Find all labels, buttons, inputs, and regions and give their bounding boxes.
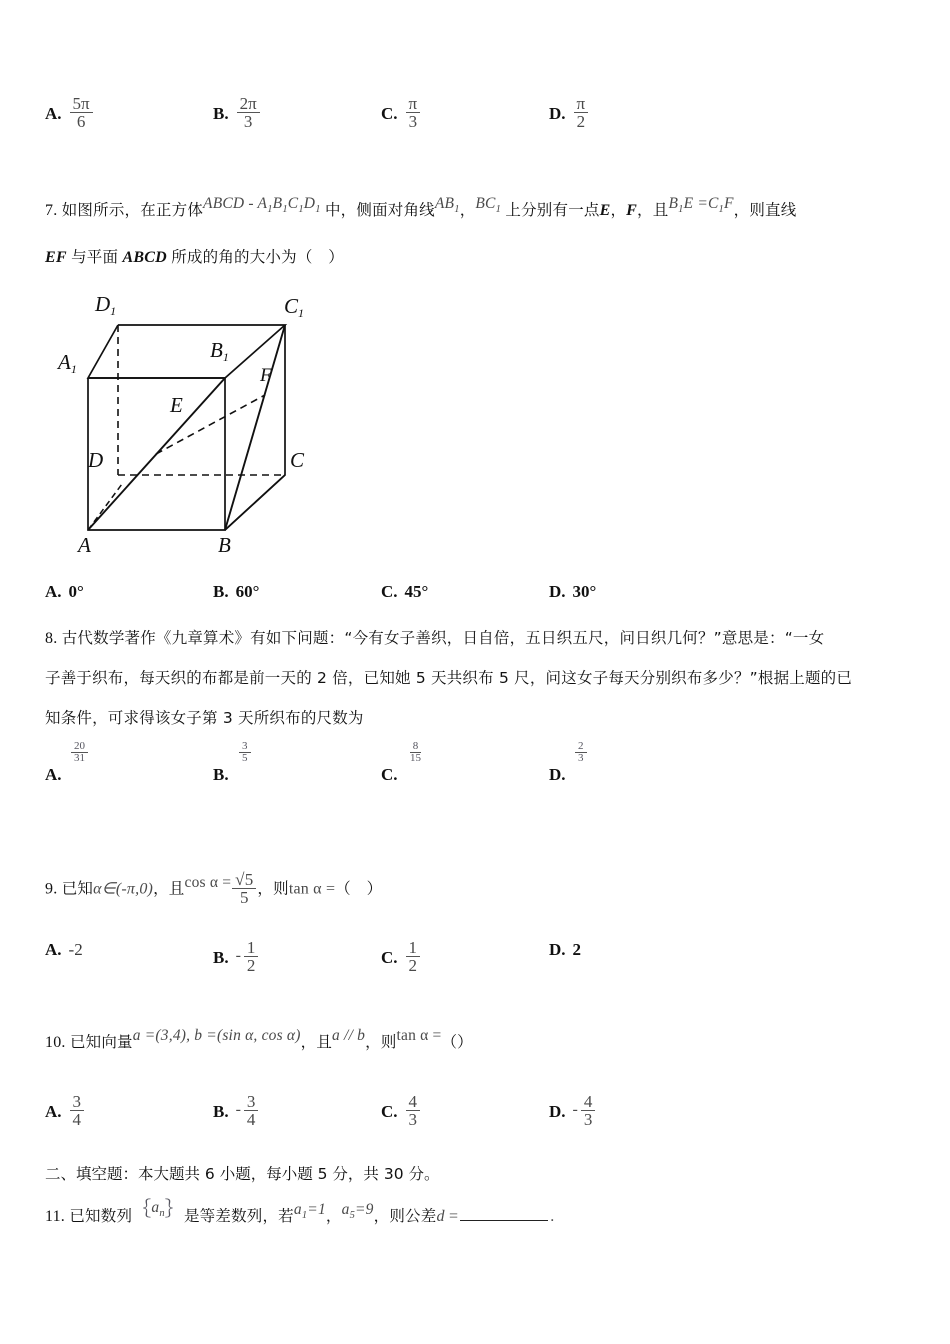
question-number: 11. [45,1208,66,1225]
fraction-denominator: 3 [578,752,584,765]
option-c[interactable] [381,742,425,785]
sequence-brace-close: ｝ [164,1199,184,1220]
fraction-denominator: 5 [242,752,248,765]
fraction-numerator: 2π [237,95,260,113]
tan-label: tan α = [288,880,336,898]
cos-label: cos α = [184,873,232,891]
answer-paren: （ ） [335,879,383,898]
question-number: 8. [45,630,58,647]
option-d[interactable] [549,582,596,602]
fraction-denominator: 2 [246,956,256,976]
option-d[interactable] [549,940,581,960]
ze-text: 则 [273,879,289,898]
diagonal-bc1-line [225,325,285,530]
option-value: 30° [572,582,597,601]
point-label-f: F [260,365,272,386]
comma-2: ， [373,1207,390,1225]
line-ef: EF [45,249,67,266]
fraction-numerator: π [574,95,589,113]
option-c[interactable] [381,1094,421,1130]
option-letter: A. [45,103,62,123]
point-label-e: E [170,393,183,417]
option-letter: A. [45,940,62,959]
option-b[interactable] [213,742,252,785]
fraction-numerator: √5 [232,871,256,889]
option-value-fraction [575,741,587,764]
question-9-line [45,872,382,908]
sequence-brace-open: ｛ [132,1199,152,1220]
question-text-5: 与平面 [71,248,119,266]
option-letter: C. [381,947,398,967]
question-number: 9. [45,880,58,898]
fraction-numerator: π [406,95,421,113]
option-a[interactable] [45,582,84,602]
option-value: 2 [572,940,582,959]
common-difference-d: d [436,1208,445,1225]
option-a[interactable] [45,1094,85,1130]
question-text: 如图所示，在正方体 [61,201,204,219]
cube-svg [60,288,390,573]
question-text-4: ，则直线 [733,201,797,219]
option-a[interactable] [45,742,89,785]
vertex-label-a1: A1 [58,350,77,376]
vertex-label-b1: B1 [210,338,229,364]
cube-figure [60,288,390,573]
comma-1: ， [459,201,476,219]
question-8-line-3 [45,706,364,728]
question-text-2: 是等差数列，若 [183,1207,294,1225]
option-letter: C. [381,582,398,601]
fraction-numerator: 3 [239,741,251,753]
negative-sign: - [235,946,241,964]
question-text: 古代数学著作《九章算术》有如下问题：“今有女子善织，日自倍，五日织五尺，问日织几何？”意思是：“一女 [61,629,825,647]
question-text-2: 中，侧面对角线 [324,201,435,219]
answer-paren: （） [441,1033,473,1051]
fraction-denominator: 3 [408,1110,418,1130]
option-c[interactable] [381,940,421,976]
option-value-fraction [239,741,251,764]
qie-text: 且 [168,879,185,898]
question-number: 7. [45,202,58,219]
question-text: 已知数列 [69,1207,133,1225]
point-e-label: E [599,202,611,219]
tan-label: tan α = [396,1027,442,1044]
option-letter: D. [549,940,566,959]
comma-2: ， [257,879,274,898]
option-letter: B. [213,765,229,785]
option-b[interactable] [213,96,261,132]
question-text: 子善于织布，每天织的布都是前一天的 2 倍，已知她 5 天共织布 5 尺，问这女子每天分别织布多少？”根据上题的已 [45,669,853,687]
cube-name: ABCD - $A_1B_1C_1D_1$ [203,195,321,216]
fraction-denominator: 5 [239,888,249,908]
answer-blank[interactable] [460,1207,548,1221]
option-a[interactable] [45,940,83,960]
option-value: 60° [235,582,260,601]
option-value-fraction [406,95,421,131]
vertex-label-b: B [218,533,231,557]
q8-options-row [45,742,915,786]
option-value-fraction [407,741,424,764]
option-value-fraction [406,939,421,975]
option-d[interactable] [549,742,588,785]
equals-sign: = [448,1208,459,1225]
option-value-fraction [70,1093,85,1129]
period: . [550,1208,555,1225]
option-letter: A. [45,1101,62,1121]
option-b[interactable] [213,582,259,602]
option-b[interactable] [213,1094,259,1130]
option-letter: B. [213,947,229,967]
question-text-3: 则公差 [389,1207,437,1225]
option-letter: B. [213,582,229,601]
point-f-label: F [626,202,638,219]
term-a1: $a_1=1$ [293,1201,326,1222]
fraction-numerator: 1 [244,939,259,957]
diagonal-ab1: $AB_1$ [434,195,460,216]
fraction-denominator: 4 [246,1110,256,1130]
option-letter: C. [381,765,398,785]
option-value: -2 [68,940,83,959]
fraction-numerator: 2 [575,741,587,753]
option-letter: C. [381,103,398,123]
option-value-fraction [406,1093,421,1129]
option-c[interactable] [381,582,428,602]
vertex-label-d: D [88,448,104,472]
option-value: 45° [404,582,429,601]
term-a5: $a_5=9$ [341,1201,374,1222]
question-text-6: 所成的角的大小为（ ） [171,248,344,266]
question-7-line-1: 7. 如图所示，在正方体ABCD - $A_1B_1C_1D_1$ 中，侧面对角线$AB_1$，$BC_1$ 上分别有一点E，F，且$B_1E =C_1F$，则直线 [45,195,797,219]
option-b[interactable] [213,940,259,976]
question-number: 10. [45,1034,66,1051]
comma: ， [153,879,169,898]
option-c[interactable] [381,96,421,132]
option-value-fraction [244,939,259,975]
vertex-label-a: A [78,533,91,557]
option-d[interactable] [549,1094,596,1130]
question-text: 已知向量 [69,1033,133,1051]
vector-definitions: a =(3,4), b =(sin α, cos α) [132,1027,301,1044]
option-letter: D. [549,103,566,123]
negative-sign: - [235,1100,241,1118]
option-letter: B. [213,103,229,123]
comma: ， [325,1207,342,1225]
question-8-line-2 [45,666,852,688]
fraction-denominator: 3 [408,112,418,132]
fraction-numerator: 1 [406,939,421,957]
vertex-label-c: C [290,448,305,472]
fraction-numerator: 4 [581,1093,596,1111]
option-letter: D. [549,765,566,785]
question-text: 已知 [61,879,94,898]
option-letter: B. [213,1101,229,1121]
vertex-label-c1: C1 [284,294,305,320]
plane-abcd: ABCD [122,249,167,266]
option-letter: A. [45,765,62,785]
section-2-heading: 二、填空题：本大题共 6 小题，每小题 5 分，共 30 分。 [45,1165,440,1183]
question-8-line-1 [45,626,824,648]
negative-sign: - [572,1100,578,1118]
option-value-fraction [71,741,88,764]
question-10-line [45,1027,473,1052]
ze-text: 则 [380,1033,397,1051]
option-letter: C. [381,1101,398,1121]
option-d[interactable] [549,96,589,132]
fraction-denominator: 2 [408,956,418,976]
fraction-denominator: 31 [74,752,85,765]
fraction-denominator: 3 [243,112,253,132]
option-value: 0° [68,582,84,601]
comma-2: ， [365,1033,381,1051]
fraction-denominator: 2 [576,112,586,132]
question-text-3: 上分别有一点 [505,201,600,219]
fraction-numerator: 4 [406,1093,421,1111]
question-7-line-2 [45,245,344,267]
cos-value-fraction [232,871,256,907]
parallel-condition: a // b [332,1027,366,1044]
fraction-denominator: 3 [583,1110,593,1130]
fraction-numerator: 5π [70,95,93,113]
qie-text: 且 [316,1033,333,1051]
fraction-denominator: 15 [410,752,421,765]
question-text: 知条件，可求得该女子第 3 天所织布的尺数为 [45,709,364,727]
option-value-fraction [574,95,589,131]
option-a[interactable] [45,96,94,132]
question-11-line [45,1200,554,1228]
fraction-numerator: 3 [244,1093,259,1111]
comma: ， [300,1033,317,1051]
option-value-fraction [70,95,93,131]
option-value-fraction [244,1093,259,1129]
vertex-label-d1: D1 [95,292,117,318]
fraction-numerator: 8 [410,741,422,753]
fraction-numerator: 20 [71,741,88,753]
fraction-numerator: 3 [70,1093,85,1111]
option-letter: D. [549,582,566,601]
option-value-fraction [237,95,260,131]
sequence-an: $a_n$ [151,1199,165,1220]
option-letter: D. [549,1101,566,1121]
alpha-range: α∈(-π,0) [93,880,154,898]
option-value-fraction [581,1093,596,1129]
condition-b1e-c1f: $B_1E =C_1F$ [668,195,734,216]
fraction-denominator: 6 [76,112,86,132]
diagonal-bc1: $BC_1$ [475,195,502,216]
option-letter: A. [45,582,62,601]
qie-text: 且 [652,201,669,219]
fraction-denominator: 4 [72,1110,82,1130]
